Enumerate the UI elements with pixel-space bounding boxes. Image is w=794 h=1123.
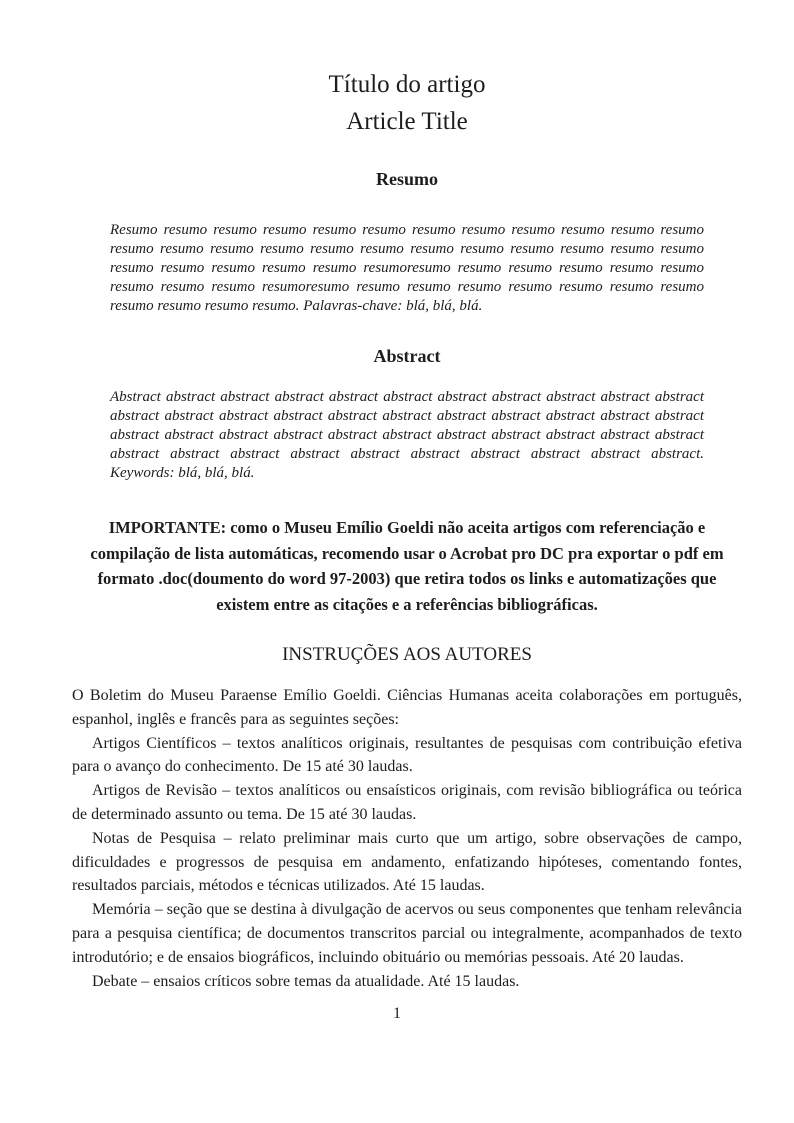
abstract-section bbox=[72, 345, 742, 483]
instructions-body bbox=[72, 684, 742, 993]
important-notice: IMPORTANTE: como o Museu Emílio Goeldi não aceita artigos com referenciação e compilação de lista automáticas, recomendo usar o Acrobat pro DC pra exportar o pdf em formato .doc(doumento do word 97-2003) que retira todos os links e automatizações que existem entre as citações e a referências bibliográficas. bbox=[90, 518, 724, 614]
instructions-paragraph: Memória – seção que se destina à divulgação de acervos ou seus componentes que tenham relevância para a pesquisa científica; de documentos transcritos parcial ou integralmente, acompanhados de texto introdutório; e de ensaios biográficos, incluindo obituário ou memórias pessoais. Até 20 laudas. bbox=[72, 901, 742, 966]
page-number: 1 bbox=[393, 1005, 401, 1022]
article-title-en: Article Title bbox=[346, 108, 468, 135]
resumo-body: Resumo resumo resumo resumo resumo resumo resumo resumo resumo resumo resumo resumo resumo resumo resumo resumo resumo resumo resumo resumo resumo resumo resumo resumo resumo resumo resumo resumo resumo resumoresumo resumo resumo resumo resumo resumo resumo resumo resumo resumoresumo resumo resumo resumo resumo resumo resumo resumo resumo resumo resumo resumo. bbox=[110, 222, 704, 314]
abstract-heading: Abstract bbox=[373, 346, 441, 366]
resumo-text bbox=[110, 221, 704, 316]
abstract-text bbox=[110, 388, 704, 483]
article-title bbox=[72, 66, 742, 140]
instructions-heading: INSTRUÇÕES AOS AUTORES bbox=[282, 644, 532, 665]
instructions-paragraph: Artigos Científicos – textos analíticos originais, resultantes de pesquisas com contribuição efetiva para o avanço do conhecimento. De 15 até 30 laudas. bbox=[72, 734, 742, 776]
instructions-paragraph: O Boletim do Museu Paraense Emílio Goeldi. Ciências Humanas aceita colaborações em português, espanhol, inglês e francês para as seguintes seções: bbox=[72, 687, 742, 728]
article-title-pt: Título do artigo bbox=[328, 71, 486, 98]
abstract-keywords: Keywords: blá, blá, blá. bbox=[110, 465, 255, 481]
text-column bbox=[72, 66, 742, 993]
resumo-heading: Resumo bbox=[376, 169, 438, 189]
resumo-section bbox=[72, 168, 742, 316]
instructions-paragraph: Artigos de Revisão – textos analíticos ou ensaísticos originais, com revisão bibliográfica ou teórica de determinado assunto ou tema. De 15 até 30 laudas. bbox=[72, 782, 742, 823]
abstract-body: Abstract abstract abstract abstract abstract abstract abstract abstract abstract abstract abstract abstract abstract abstract abstract abstract abstract abstract abstract abstract abstract abstract abstract abstract abstract abstract abstract abstract abstract abstract abstract abstract abstract abstract abstract abstract abstract abstract abstract abstract abstract abstract abstract. bbox=[110, 389, 704, 462]
instructions-paragraph: Notas de Pesquisa – relato preliminar mais curto que um artigo, sobre observações de campo, dificuldades e progressos de pesquisa em andamento, enfatizando hipóteses, comentando fontes, resultados parciais, métodos e técnicas utilizados. Até 15 laudas. bbox=[72, 829, 742, 895]
instructions-paragraph: Debate – ensaios críticos sobre temas da atualidade. Até 15 laudas. bbox=[92, 972, 520, 990]
resumo-keywords: Palavras-chave: blá, blá, blá. bbox=[303, 298, 483, 314]
